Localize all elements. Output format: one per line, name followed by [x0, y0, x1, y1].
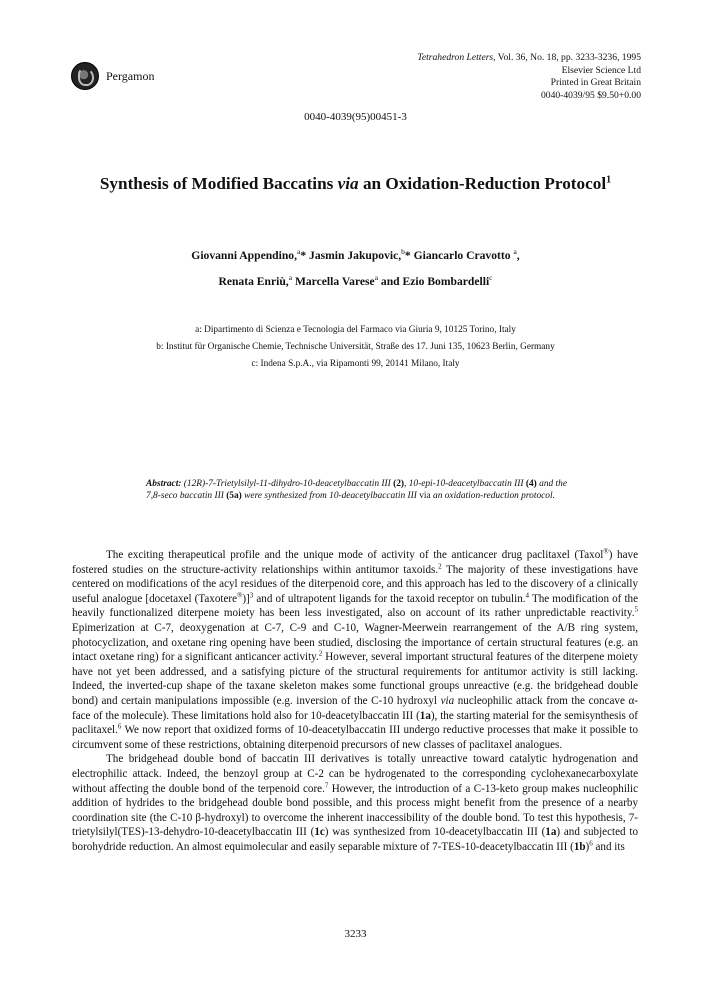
paragraph-2 [72, 752, 638, 854]
pergamon-logo-icon [71, 62, 99, 90]
author-name: Ezio Bombardelli [402, 275, 490, 288]
compound-ref: 1a [545, 826, 557, 839]
text: The modification of the heavily functionalized diterpene moiety has been less investigated, also on account of its rather unpredictable reactivity. [72, 592, 639, 620]
reference-sup: 3 [249, 591, 254, 600]
author-sup: b [401, 247, 405, 257]
text: Epimerization at C-7, deoxygenation at C-7, C-9 and C-10, Wagner-Meerwein rearrangement of the A/B ring system, photocyclization, and oxetane ring opening have been studied, disclosing the importance of certain structural features (e.g. an intact oxetane ring) for a significant anticancer activity. [72, 621, 638, 664]
author-line-1 [0, 243, 711, 269]
compound-ref: (2) [393, 479, 405, 489]
abstract-text: , 10-epi-10-deacetylbaccatin III [404, 479, 526, 489]
reference-sup: 2 [318, 649, 323, 658]
abstract-text: were synthesized from 10-deacetylbaccatin III [241, 491, 420, 501]
author-sup: a [513, 247, 517, 257]
author-sup: c [489, 273, 493, 283]
text: and of ultrapotent ligands for the taxoid receptor on tubulin. [253, 592, 526, 605]
text: nucleophilic attack from the concave α-face of the molecule). These limitations hold also for 10-deacetylbaccatin III ( [72, 694, 639, 722]
registered-mark: ® [603, 547, 609, 556]
abstract-label: Abstract: [146, 479, 182, 489]
text: ) [585, 840, 590, 853]
compound-ref: 1a [419, 709, 431, 722]
abstract-text: and the 7,8-seco baccatin III [146, 479, 567, 501]
article-title [0, 174, 711, 194]
text: ) and subjected to borohydride reduction. An almost equimolecular and easily separable mixture of 7-TES-10-deacetylbaccatin III ( [72, 826, 639, 853]
reference-sup: 5 [634, 605, 638, 614]
text: The majority of these investigations have centered on modifications of the acyl residues of the diterpenoid core, and this approach has led to the discovery of a clinically useful analogue [docetaxel (Taxotere [72, 563, 639, 605]
journal-citation [417, 52, 641, 65]
author-sup: a [374, 273, 379, 283]
text: ) have fostered studies on the structure-activity relationships within antitumor taxoids. [72, 549, 638, 576]
abstract-text: (12R)-7-Trietylsilyl-11-dihydro-10-deacetylbaccatin III [181, 479, 394, 489]
compound-ref: 1c [314, 826, 325, 839]
author-sup: a [296, 247, 301, 257]
reference-sup: 6 [117, 722, 122, 731]
author-list [0, 243, 711, 295]
copyright-line: Elsevier Science Ltd [561, 64, 641, 76]
italic-via: via [440, 694, 455, 707]
title-footnote: 1 [606, 174, 612, 186]
compound-ref: 1b [573, 840, 586, 853]
title-part2: an Oxidation-Reduction Protocol [358, 174, 607, 193]
compound-ref: (5a) [226, 491, 242, 501]
affiliation-b: b: Institut für Organische Chemie, Technische Universität, Straße des 17. Juni 135, 10623 Berlin, Germany [156, 342, 555, 352]
author-suffix: * [300, 249, 310, 262]
text: The exciting therapeutical profile and the unique mode of activity of the anticancer drug paclitaxel (Taxol [106, 549, 604, 561]
issn-price: 0040-4039/95 $9.50+0.00 [540, 89, 641, 101]
abstract-text: an oxidation-reduction protocol. [430, 491, 555, 501]
text: However, the introduction of a C-13-keto group makes nucleophilic addition of hydrides to the bridgehead double bond possible, and this process might benefit from the presence of a nearby coordination site (the C-10 β-hydroxyl) to overcome the inherent inaccessibility of the double bond. To test this hypothesis, 7-trietylsilyl(TES)-13-dehydro-10-deacetylbaccatin III ( [72, 782, 638, 839]
text: )] [242, 592, 250, 605]
body-text [72, 548, 638, 854]
reference-sup: 2 [438, 561, 442, 570]
paragraph-1 [72, 548, 638, 752]
author-sup: a [288, 273, 293, 283]
affiliation-c: c: Indena S.p.A., via Ripamonti 99, 20141 Milano, Italy [251, 359, 460, 369]
author-suffix: , [516, 249, 520, 262]
reference-sup: 4 [525, 591, 530, 600]
text: ) was synthesized from 10-deacetylbaccatin III ( [324, 826, 546, 839]
reference-sup: 7 [324, 780, 329, 789]
text: ), the starting material for the semisynthesis of paclitaxel. [72, 709, 638, 737]
text: However, several important structural features of the diterpene moiety have not yet been addressed, and a satisfying picture of the structural requirements for antitumor activity is still lacking. Indeed, the inverted-cup shape of the taxane skeleton makes some functional groups unreactive (e.g. the bridgehead double bond) and certain manipulations impossible (e.g. inversion of the C-10 hydroxyl [72, 651, 639, 707]
citation-block [417, 52, 641, 102]
affiliations [0, 322, 711, 373]
journal-name: Tetrahedron Letters [417, 52, 494, 63]
author-suffix: and [378, 275, 403, 288]
text: and its [592, 840, 625, 853]
author-name: Giancarlo Cravotto [413, 249, 514, 262]
author-suffix: * [404, 249, 414, 262]
printed-line: Printed in Great Britain [550, 77, 641, 88]
reference-sup: 6 [589, 839, 593, 848]
abstract-via: via [419, 491, 431, 501]
title-italic: via [337, 174, 359, 193]
author-name: Renata Enriù, [218, 275, 289, 288]
citation-details: , Vol. 36, No. 18, pp. 3233-3236, 1995 [493, 52, 641, 63]
compound-ref: (4) [525, 479, 537, 489]
author-name: Giovanni Appendino, [191, 249, 297, 262]
page-number: 3233 [344, 928, 367, 940]
text: The bridgehead double bond of baccatin III derivatives is totally unreactive toward catalytic hydrogenation and electrophilic attack. Indeed, the benzoyl group at C-2 can be hydrogenated to the corresponding cyclohexanecarboxylate without affecting the double bond of the terpenoid core. [72, 753, 638, 795]
author-line-2 [0, 269, 711, 295]
text: We now report that oxidized forms of 10-deacetylbaccatin III undergo reductive processes that make it possible to circumvent some of these restrictions, obtaining diterpenoid precursors of new classes of paclitaxel analogues. [72, 724, 638, 751]
doi-code: 0040-4039(95)00451-3 [304, 111, 407, 123]
author-name: Jasmin Jakupovic, [309, 249, 402, 262]
title-part1: Synthesis of Modified Baccatins [99, 174, 338, 193]
abstract [146, 478, 570, 502]
author-name: Marcella Varese [294, 275, 375, 288]
publisher-name: Pergamon [106, 69, 155, 83]
affiliation-a: a: Dipartimento di Scienza e Tecnologia del Farmaco via Giuria 9, 10125 Torino, Italy [195, 325, 516, 335]
registered-mark: ® [237, 591, 243, 600]
